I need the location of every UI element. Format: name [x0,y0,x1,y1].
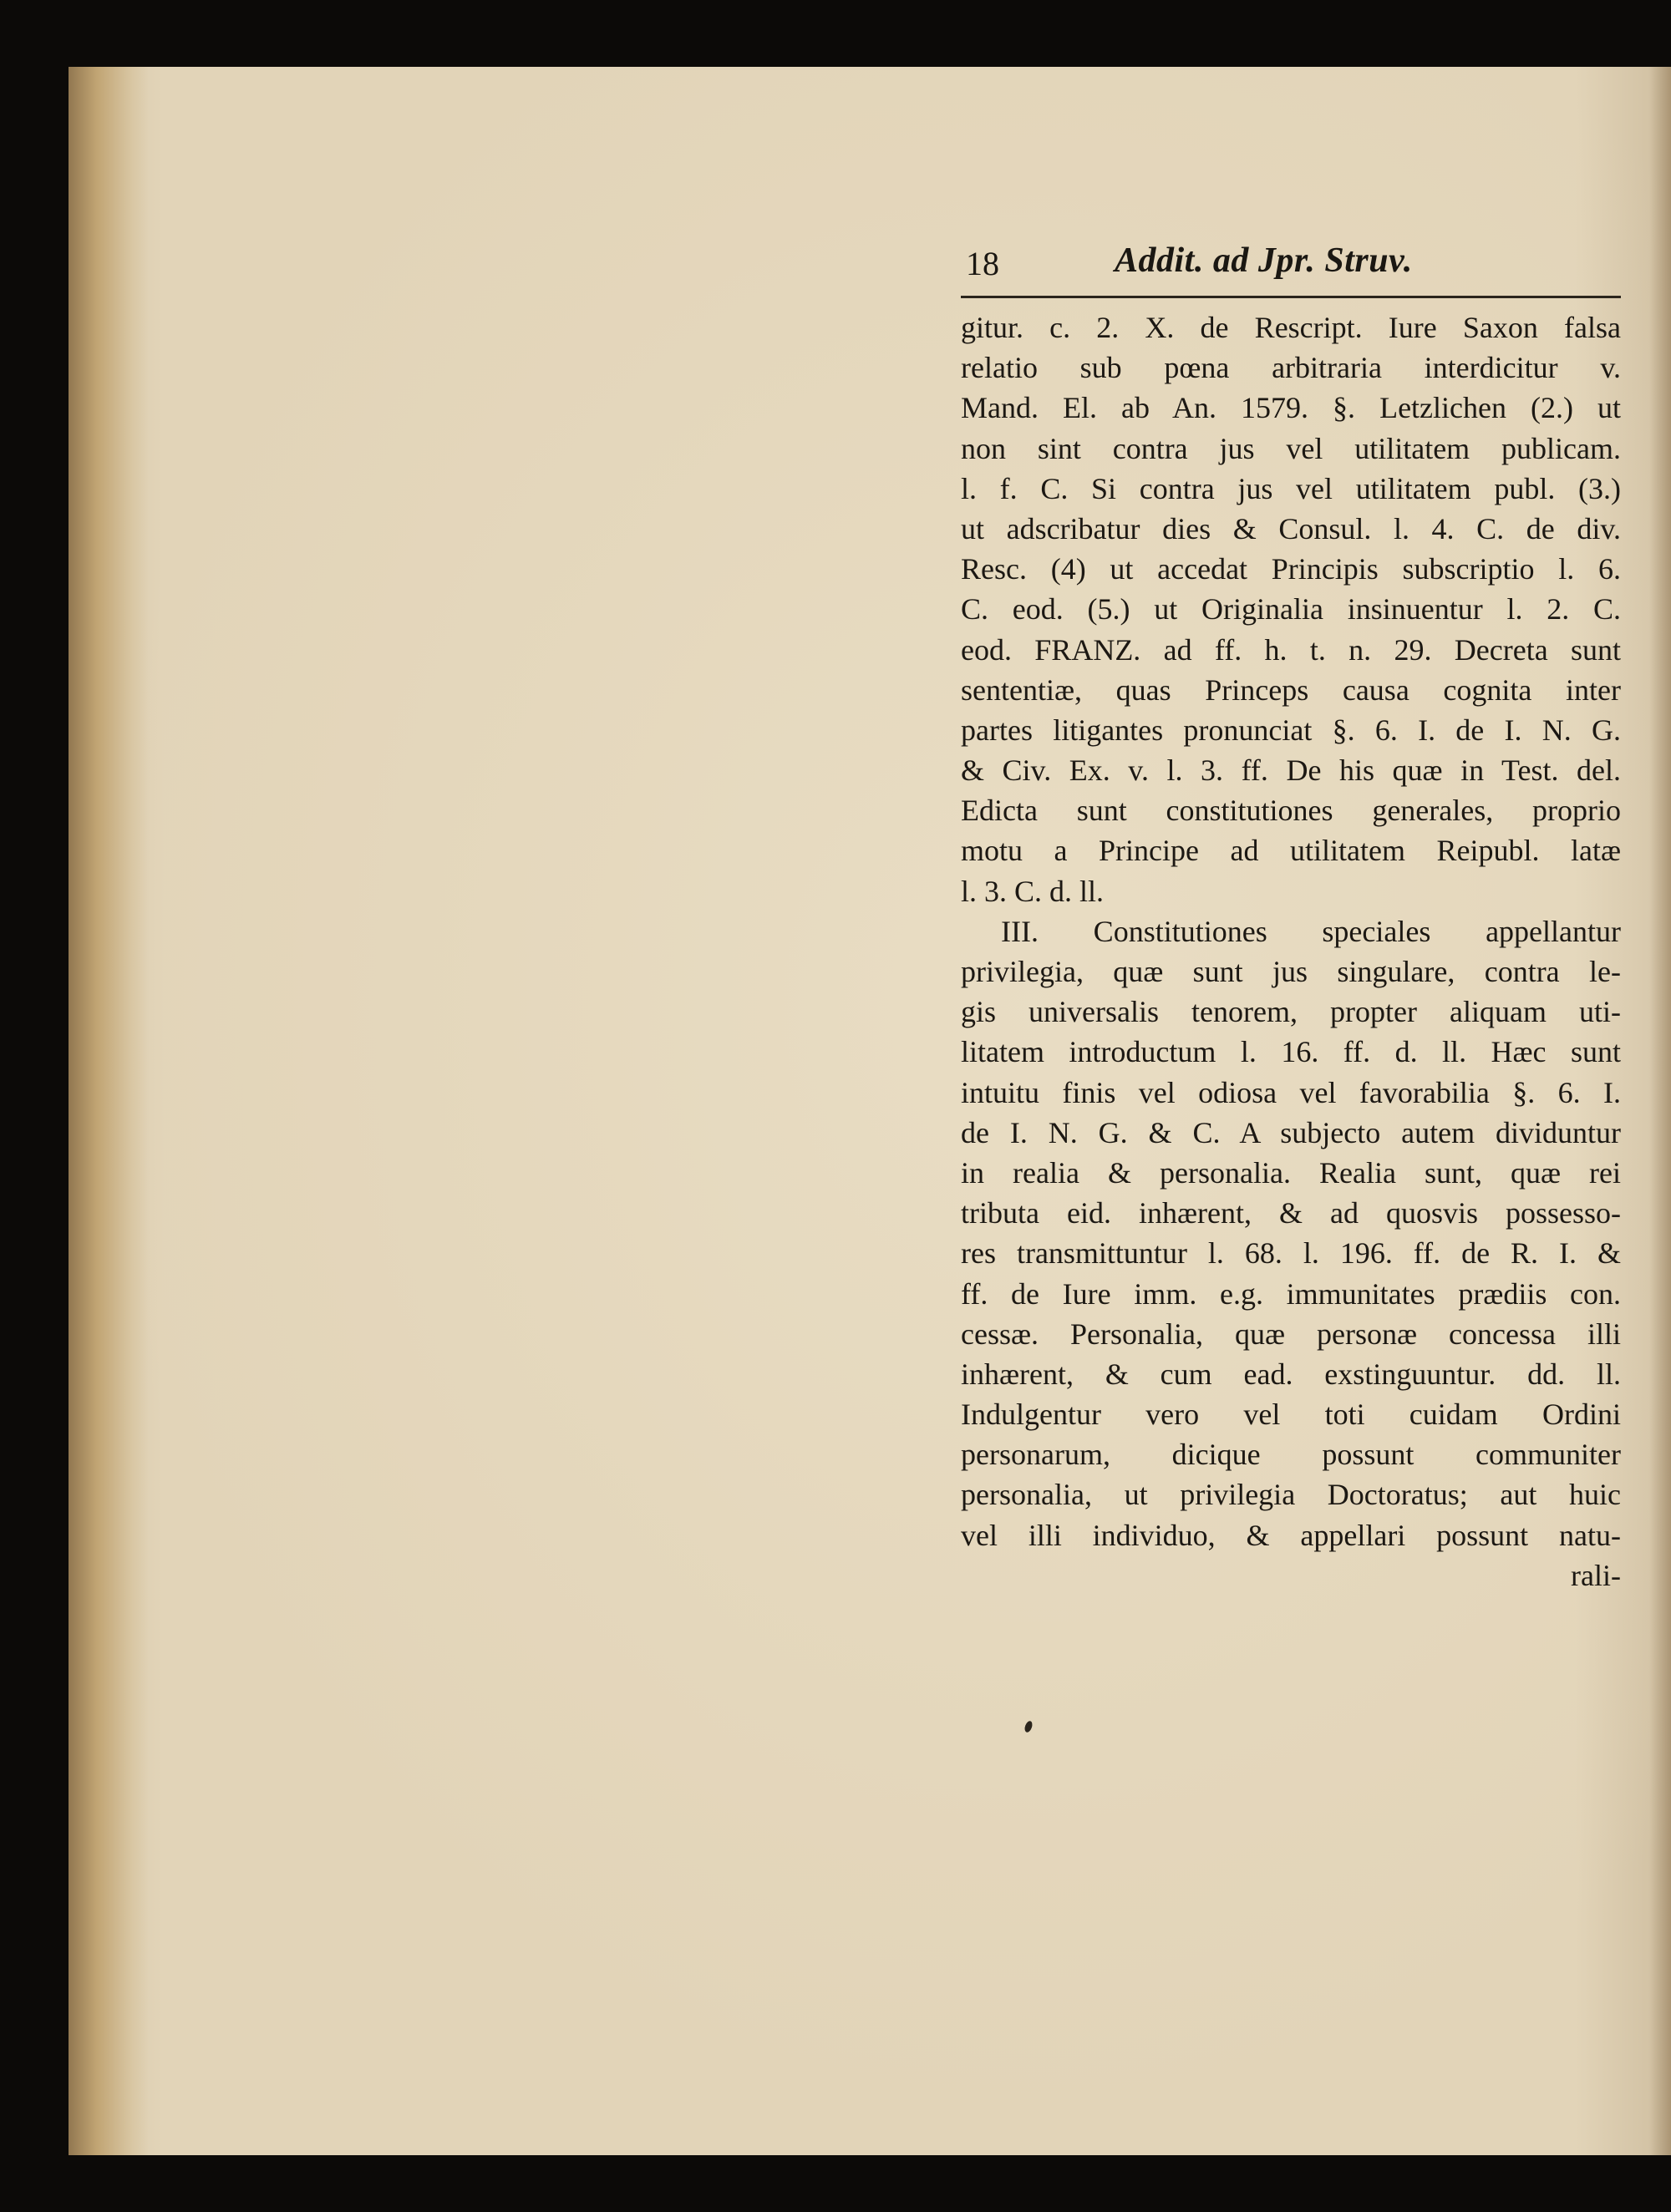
text-line: gitur. c. 2. X. de Rescript. Iure Saxon falsa [961,311,1621,344]
page-header [959,237,1619,297]
text-line: Indulgentur vero vel toti cuidam Ordini [961,1398,1621,1432]
gutter-shadow [1649,67,1671,2155]
text-line: eod. FRANZ. ad ff. h. t. n. 29. Decreta sunt [961,632,1621,667]
text-line: Edicta sunt constitutiones generales, proprio [961,794,1621,828]
text-line: partes litigantes pronunciat §. 6. I. de I. N. G. [961,713,1621,747]
text-line: tributa eid. inhærent, & ad quosvis possesso- [961,1196,1621,1230]
text-line: personarum, dicique possunt communiter [961,1438,1621,1472]
text-line: inhærent, & cum ead. exstinguuntur. dd. ll. [961,1357,1621,1391]
text-line: de I. N. G. & C. A subjecto autem dividuntur [961,1115,1621,1149]
text-line: non sint contra jus vel utilitatem publicam. [961,431,1621,465]
text-line: Resc. (4) ut accedat Principis subscriptio l. 6. [961,552,1621,586]
text-line: ff. de Iure imm. e.g. immunitates prædiis con. [961,1276,1621,1311]
text-line: Mand. El. ab An. 1579. §. Letzlichen (2.) ut [961,391,1621,425]
text-line: cessæ. Personalia, quæ personæ concessa illi [961,1317,1621,1351]
text-line: privilegia, quæ sunt jus singulare, contra le- [961,955,1621,988]
text-line: intuitu finis vel odiosa vel favorabilia §. 6. I. [961,1075,1621,1109]
text-line: personalia, ut privilegia Doctoratus; aut huic [961,1478,1621,1512]
page-number: 18 [966,245,999,282]
text-line: res transmittuntur l. 68. l. 196. ff. de R. I. & [961,1236,1621,1271]
text-line: l. 3. C. d. ll. [961,874,1105,908]
text-line: gis universalis tenorem, propter aliquam uti- [961,995,1621,1029]
text-line: in realia & personalia. Realia sunt, quæ rei [961,1155,1621,1190]
text-line: l. f. C. Si contra jus vel utilitatem publ. (3.) [961,471,1621,505]
page-stack-edge [69,67,149,2155]
text-line: sententiæ, quas Princeps causa cognita inter [961,672,1621,707]
body-text [961,307,1621,1596]
catchword: rali- [1571,1558,1621,1592]
header-rule [961,296,1621,298]
text-line: III. Constitutiones speciales appellantur [1001,914,1621,948]
text-line: ut adscribatur dies & Consul. l. 4. C. de div. [961,511,1621,545]
text-line: relatio sub pœna arbitraria interdicitur v. [961,351,1621,385]
text-line: vel illi individuo, & appellari possunt natu- [961,1518,1621,1552]
text-line: litatem introductum l. 16. ff. d. ll. Hæc sunt [961,1035,1621,1069]
text-line: C. eod. (5.) ut Originalia insinuentur l. 2. C. [961,592,1621,627]
text-line: & Civ. Ex. v. l. 3. ff. De his quæ in Test. del. [961,753,1621,788]
text-line: motu a Principe ad utilitatem Reipubl. latæ [961,834,1621,868]
running-head: Addit. ad Jpr. Struv. [1115,241,1413,280]
